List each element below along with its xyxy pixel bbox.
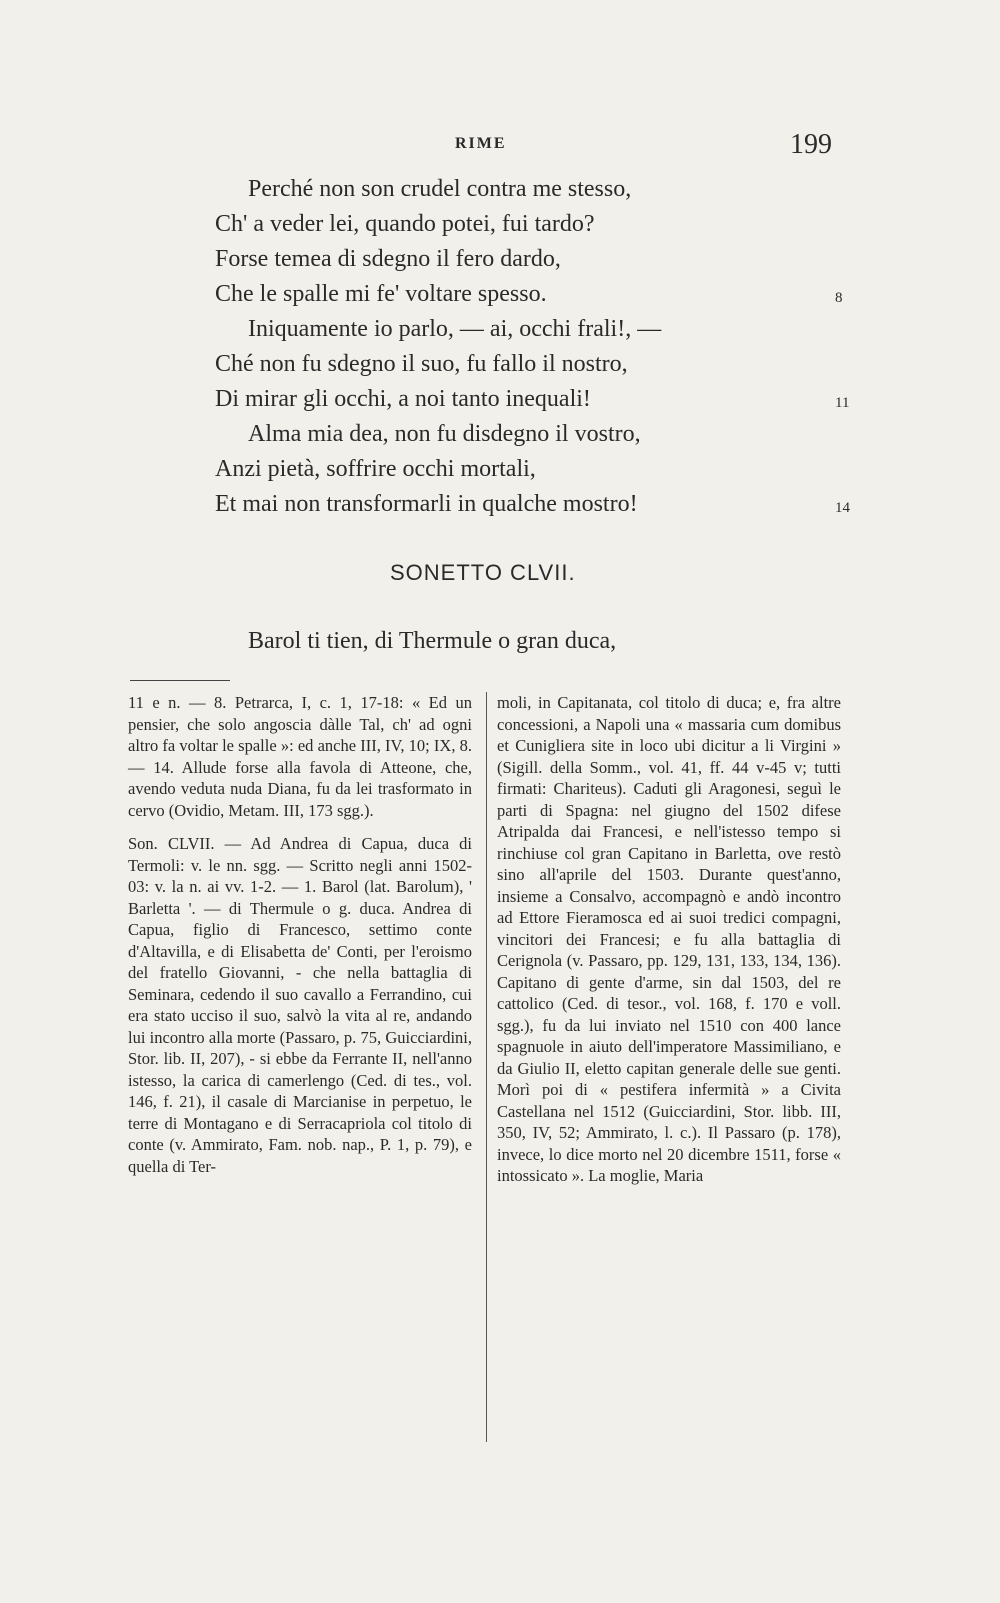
- verse-line: [215, 172, 855, 207]
- verse-text: Ché non fu sdegno il suo, fu fallo il nostro,: [215, 351, 628, 377]
- verse-line: [215, 347, 855, 382]
- footnote-rule: [130, 680, 230, 681]
- line-number: 14: [835, 500, 850, 516]
- running-title: RIME: [455, 135, 507, 152]
- verse-text: Iniquamente io parlo, — ai, occhi frali!, —: [248, 316, 662, 342]
- note-paragraph: Son. CLVII. — Ad Andrea di Capua, duca di Termoli: v. le nn. sgg. — Scritto negli anni 1502-03: v. la n. ai vv. 1-2. — 1. Barol (lat. Barolum), ' Barletta '. — di Thermule o g. duca. Andrea di Capua, figlio di Francesco, settimo conte d'Altavilla, e di Elisabetta de' Conti, per l'eroismo del fratello Giovanni, - che nella battaglia di Seminara, cedendo il suo cavallo a Ferrandino, cui era stato ucciso il suo, salvò la vita al re, andando lui incontro alla morte (Passaro, p. 75, Guicciardini, Stor. lib. II, 207), - si ebbe da Ferrante II, nell'anno istesso, la carica di camerlengo (Ced. di tes., vol. 146, f. 21), il casale di Marcianise in perpetuo, le terre di Montagano e di Serracapriola col titolo di conte (v. Ammirato, Fam. nob. nap., P. 1, p. 79), e quella di Ter-: [128, 834, 472, 1176]
- verse-line: [215, 277, 855, 312]
- verse-line: [215, 382, 855, 417]
- verse-line: [215, 452, 855, 487]
- line-number: 8: [835, 290, 843, 306]
- verse-text: Forse temea di sdegno il fero dardo,: [215, 246, 561, 272]
- verse-text: Che le spalle mi fe' voltare spesso.: [215, 281, 547, 307]
- line-number: 11: [835, 395, 850, 411]
- poem: [215, 172, 855, 522]
- page-number: 199: [790, 129, 832, 160]
- column-divider: [486, 692, 487, 1442]
- verse-text: Alma mia dea, non fu disdegno il vostro,: [248, 421, 641, 447]
- verse-text: Et mai non transformarli in qualche mostro!: [215, 491, 638, 517]
- sonnet-heading: SONETTO CLVII.: [390, 560, 576, 585]
- note-paragraph: moli, in Capitanata, col titolo di duca; e, fra altre concessioni, a Napoli una « massaria cum domibus et Cunigliera site in loco ubi dicitur a li Virgini » (Sigill. della Somm., vol. 41, ff. 44 v-45 v; tutti firmati: Chariteus). Caduti gli Aragonesi, seguì le parti di Spagna: nel giugno del 1502 difese Atripalda dai Francesi, e nell'istesso tempo si rinchiuse col gran Capitano in Barletta, ove restò sino all'aprile del 1503. Durante quest'anno, insieme a Consalvo, accompagnò e andò incontro ad Ettore Fieramosca ed ai suoi tredici compagni, vincitori dei Francesi; e fu alla battaglia di Cerignola (v. Passaro, pp. 129, 131, 133, 134, 136). Capitano di gente d'arme, sin dal 1503, del re cattolico (Ced. di tesor., vol. 168, f. 170 e voll. sgg.), fu da lui inviato nel 1510 con 400 lance spagnuole in aiuto dell'imperatore Massimiliano, e da Giulio II, eletto capitan generale delle sue genti. Morì poi di « pestifera infermità » a Civita Castellana nel 1512 (Guicciardini, Stor. libb. III, 350, IV, 52; Ammirato, l. c.). Il Passaro (p. 178), invece, lo dice morto nel 20 dicembre 1511, forse « intossicato ». La moglie, Maria: [497, 693, 841, 1185]
- verse-line: [215, 417, 855, 452]
- verse-line: [215, 207, 855, 242]
- verse-text: Perché non son crudel contra me stesso,: [248, 176, 632, 202]
- verse-text: Di mirar gli occhi, a noi tanto inequali!: [215, 386, 591, 412]
- verse-text: Anzi pietà, soffrire occhi mortali,: [215, 456, 536, 482]
- notes-left-column: [128, 692, 472, 1189]
- note-paragraph: 11 e n. — 8. Petrarca, I, c. 1, 17-18: « Ed un pensier, che solo angoscia dàlle Tal, ch' ad ogni altro fa voltar le spalle »: ed anche III, IV, 10; IX, 8. — 14. Allude forse alla favola di Atteone, che, avendo veduta nuda Diana, fu da lei trasformato in cervo (Ovidio, Metam. III, 173 sgg.).: [128, 693, 472, 820]
- notes-right-column: [497, 692, 841, 1199]
- sonnet-first-verse: Barol ti tien, di Thermule o gran duca,: [248, 628, 617, 654]
- verse-line: [215, 487, 855, 522]
- verse-text: Ch' a veder lei, quando potei, fui tardo?: [215, 211, 595, 237]
- verse-line: [215, 312, 855, 347]
- verse-line: [215, 242, 855, 277]
